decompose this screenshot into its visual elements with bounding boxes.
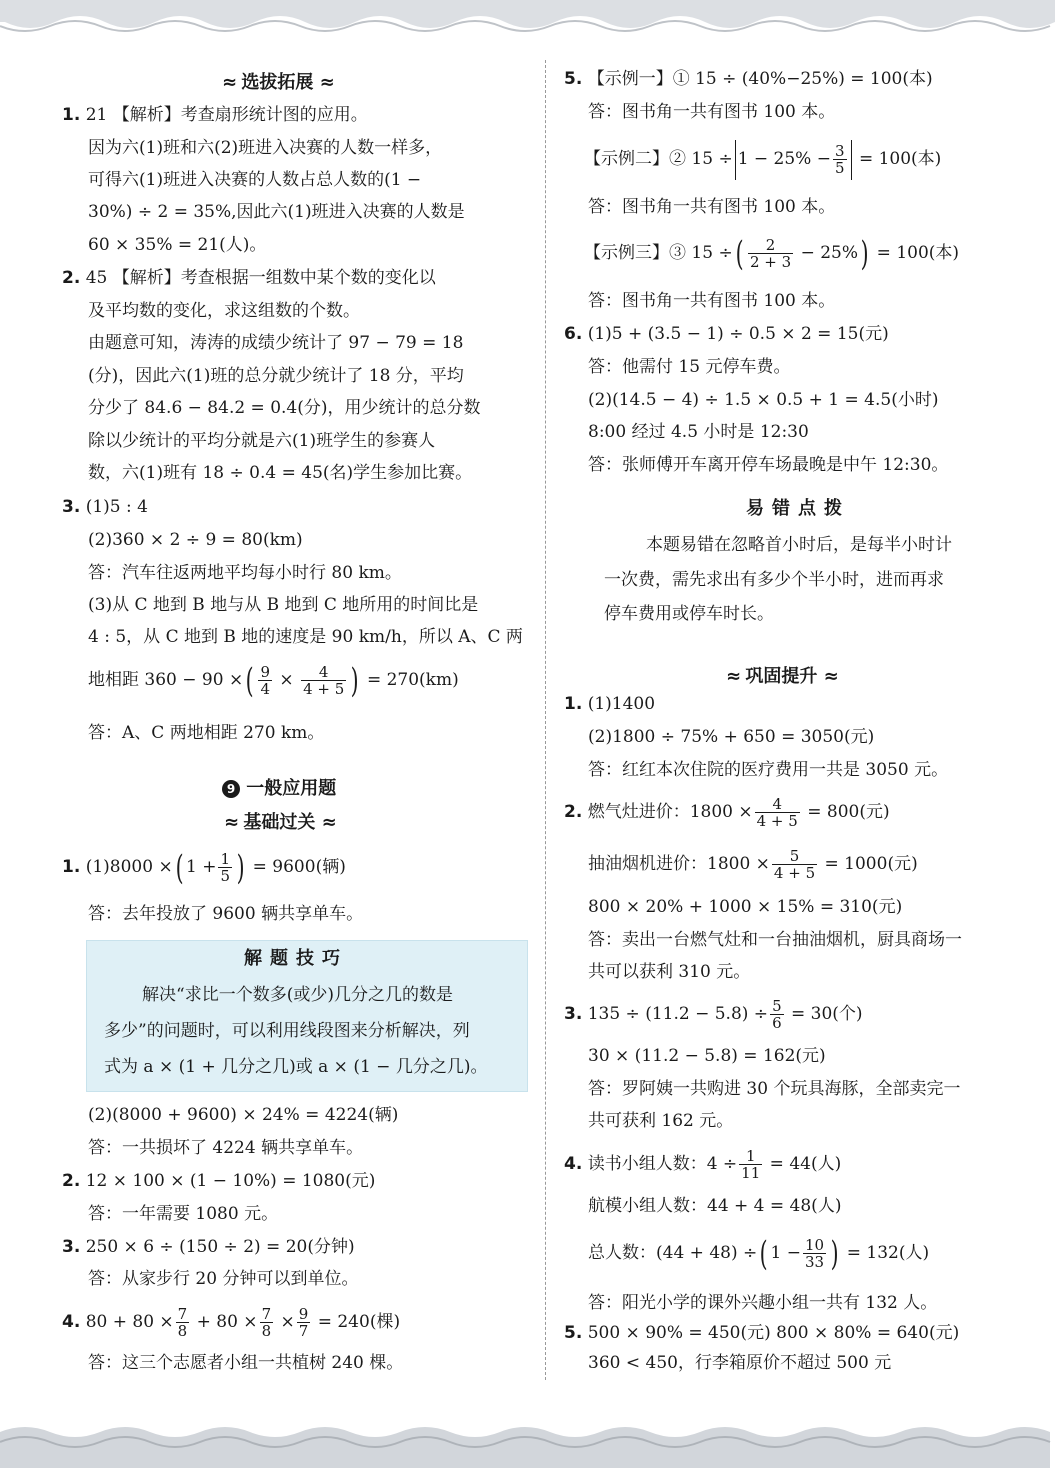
- fraction: $\frac{4}{4 + 5}$: [756, 795, 798, 830]
- q6-line: (2)(14.5 − 4) ÷ 1.5 × 0.5 + 1 = 4.5(小时): [588, 390, 939, 410]
- q3-line: (2)360 × 2 ÷ 9 = 80(km): [88, 530, 303, 550]
- b1-2-answer: 答：一共损坏了 4224 辆共享单车。: [88, 1138, 364, 1158]
- fraction: $\frac{9}{7}$: [298, 1305, 309, 1340]
- g2-line-c: 800 × 20% + 1000 × 15% = 310(元): [588, 897, 903, 917]
- wave-mark-icon: ≈: [222, 72, 236, 93]
- g5-line: 360 < 450，行李箱原价不超过 500 元: [588, 1353, 892, 1373]
- q2-line: 除以少统计的平均分就是六(1)班学生的参赛人: [88, 431, 436, 451]
- g2-line-b: 抽油烟机进价：1800 × $\frac{5}{4 + 5}$ = 1000(元): [588, 847, 918, 882]
- q3-line: (3)从 C 地到 B 地与从 B 地到 C 地所用的时间比是: [88, 595, 479, 615]
- tip-title: 解题技巧: [244, 948, 348, 969]
- tip-line: 解决“求比一个数多(或少)几分之几的数是: [142, 985, 453, 1005]
- wave-mark-icon: ≈: [726, 666, 740, 687]
- fraction: $\frac{5}{6}$: [772, 997, 782, 1032]
- g3-line-b: 30 × (11.2 − 5.8) = 162(元): [588, 1046, 826, 1066]
- q3-line: 3. (1)5 : 4: [62, 497, 148, 517]
- q2-line: 分少了 84.6 − 84.2 = 0.4(分)，用少统计的总分数: [88, 398, 481, 418]
- q5-example3: 【示例三】③ 15 ÷( $\frac{2}{2 + 3}$ − 25%) = 100(本): [584, 233, 960, 274]
- wave-mark-icon: ≈: [319, 72, 333, 93]
- error-tip-line: 一次费，需先求出有多少个半小时，进而再求: [604, 570, 944, 590]
- g1-line: 答：红红本次住院的医疗费用一共是 3050 元。: [588, 760, 949, 780]
- fraction: $\frac{9}{4}$: [260, 663, 270, 698]
- q5-answer: 答：图书角一共有图书 100 本。: [588, 102, 836, 122]
- q1-line: 因为六(1)班和六(2)班进入决赛的人数一样多，: [88, 138, 443, 158]
- b1-answer: 答：去年投放了 9600 辆共享单车。: [88, 904, 364, 924]
- b4-equation: 4. 80 + 80 × $\frac{7}{8}$ + 80 × $\frac{7}{8}$ × $\frac{9}{7}$ = 240(棵): [62, 1305, 401, 1340]
- fraction: $\frac{10}{33}$: [804, 1236, 825, 1271]
- b2-answer: 答：一年需要 1080 元。: [88, 1204, 279, 1224]
- b3-answer: 答：从家步行 20 分钟可以到单位。: [88, 1269, 359, 1289]
- q3-line: 4 : 5，从 C 地到 B 地的速度是 90 km/h，所以 A、C 两: [88, 627, 523, 647]
- g4-line-c: 总人数：(44 + 48) ÷( 1 − $\frac{10}{33}$ ) = 132(人): [588, 1233, 930, 1274]
- b3-line: 3. 250 × 6 ÷ (150 ÷ 2) = 20(分钟): [62, 1237, 355, 1257]
- b1-equation: 1. (1)8000 ×( 1 + $\frac{1}{5}$ ) = 9600(辆): [62, 847, 346, 888]
- g3-answer: 共可获利 162 元。: [588, 1111, 734, 1131]
- column-divider: [545, 60, 546, 1380]
- q5-example2: 【示例二】② 15 ÷ 1 − 25% − $\frac{3}{5}$ = 100(本): [584, 138, 941, 180]
- q5-answer: 答：图书角一共有图书 100 本。: [588, 197, 836, 217]
- q6-line: 答：张师傅开车离开停车场最晚是中午 12:30。: [588, 455, 949, 475]
- q2-line: 数，六(1)班有 18 ÷ 0.4 = 45(名)学生参加比赛。: [88, 463, 473, 483]
- q1-line: 60 × 35% = 21(人)。: [88, 235, 267, 255]
- fraction: $\frac{7}{8}$: [261, 1305, 272, 1340]
- tip-line: 式为 a × (1 + 几分之几)或 a × (1 − 几分之几)。: [104, 1057, 488, 1077]
- g4-line-b: 航模小组人数：44 + 4 = 48(人): [588, 1196, 842, 1216]
- q5-line: 5. 【示例一】① 15 ÷ (40%−25%) = 100(本): [564, 69, 933, 89]
- error-tip-line: 本题易错在忽略首小时后，是每半小时计: [646, 535, 952, 555]
- g4-answer: 答：阳光小学的课外兴趣小组一共有 132 人。: [588, 1293, 938, 1313]
- q2-line: (分)，因此六(1)班的总分就少统计了 18 分，平均: [88, 366, 464, 386]
- fraction: $\frac{7}{8}$: [177, 1305, 188, 1340]
- fraction: $\frac{2}{2 + 3}$: [749, 236, 792, 271]
- q3-line: 答：汽车往返两地平均每小时行 80 km。: [88, 563, 402, 583]
- fraction: $\frac{5}{4 + 5}$: [773, 847, 816, 882]
- fraction: $\frac{1}{11}$: [741, 1147, 761, 1182]
- error-tip-line: 停车费用或停车时长。: [604, 604, 774, 624]
- q6-line: 8:00 经过 4.5 小时是 12:30: [588, 422, 809, 442]
- g3-answer: 答：罗阿姨一共购进 30 个玩具海豚，全部卖完一: [588, 1079, 961, 1099]
- q3-answer: 答：A、C 两地相距 270 km。: [88, 723, 325, 743]
- q1-line: 可得六(1)班进入决赛的人数占总人数的(1 −: [88, 170, 422, 190]
- g1-line: (2)1800 ÷ 75% + 650 = 3050(元): [588, 727, 875, 747]
- g5-line: 5. 500 × 90% = 450(元) 800 × 80% = 640(元): [564, 1323, 960, 1343]
- wave-mark-icon: ≈: [224, 812, 238, 833]
- g3-line-a: 3. 135 ÷ (11.2 − 5.8) ÷ $\frac{5}{6}$ = 30(个): [564, 997, 863, 1032]
- bottom-wave-decoration: [0, 1418, 1055, 1468]
- q3-equation: 地相距 360 − 90 ×( $\frac{9}{4}$ × $\frac{4}{4 + 5}$ ) = 270(km): [88, 660, 459, 701]
- section-heading-gonggu: ≈ 巩固提升 ≈: [726, 666, 837, 687]
- tip-line: 多少”的问题时，可以利用线段图来分析解决，列: [104, 1021, 470, 1041]
- wave-mark-icon: ≈: [823, 666, 837, 687]
- g1-line: 1. (1)1400: [564, 694, 656, 714]
- g2-answer: 答：卖出一台燃气灶和一台抽油烟机，厨具商场一: [588, 930, 962, 950]
- chapter-heading: 9 一般应用题: [222, 774, 336, 800]
- g2-answer: 共可以获利 310 元。: [588, 962, 751, 982]
- wave-mark-icon: ≈: [321, 812, 335, 833]
- fraction: $\frac{4}{4 + 5}$: [303, 663, 345, 698]
- fraction: $\frac{3}{5}$: [835, 142, 845, 177]
- fraction: $\frac{1}{5}$: [220, 850, 230, 885]
- q6-line: 6. (1)5 + (3.5 − 1) ÷ 0.5 × 2 = 15(元): [564, 324, 889, 344]
- top-wave-decoration: [0, 0, 1055, 40]
- number-badge-icon: 9: [222, 780, 240, 798]
- section-heading-jichu: ≈ 基础过关 ≈: [224, 812, 335, 833]
- q1-line: 1. 21 【解析】考查扇形统计图的应用。: [62, 105, 368, 125]
- error-tip-title: 易错点拨: [746, 498, 850, 519]
- g2-line-a: 2. 燃气灶进价：1800 × $\frac{4}{4 + 5}$ = 800(元): [564, 795, 890, 830]
- q2-line: 及平均数的变化，求这组数的个数。: [88, 301, 360, 321]
- b4-answer: 答：这三个志愿者小组一共植树 240 棵。: [88, 1353, 404, 1373]
- q5-answer: 答：图书角一共有图书 100 本。: [588, 291, 836, 311]
- b1-2-line: (2)(8000 + 9600) × 24% = 4224(辆): [88, 1105, 399, 1125]
- q1-line: 30%) ÷ 2 = 35%,因此六(1)班进入决赛的人数是: [88, 202, 465, 222]
- g4-line-a: 4. 读书小组人数：4 ÷ $\frac{1}{11}$ = 44(人): [564, 1147, 842, 1182]
- q6-line: 答：他需付 15 元停车费。: [588, 357, 791, 377]
- q2-line: 由题意可知，涛涛的成绩少统计了 97 − 79 = 18: [88, 333, 464, 353]
- b2-line: 2. 12 × 100 × (1 − 10%) = 1080(元): [62, 1171, 376, 1191]
- q2-line: 2. 45 【解析】考查根据一组数中某个数的变化以: [62, 268, 436, 288]
- section-heading-xuanba: ≈ 选拔拓展 ≈: [222, 72, 333, 93]
